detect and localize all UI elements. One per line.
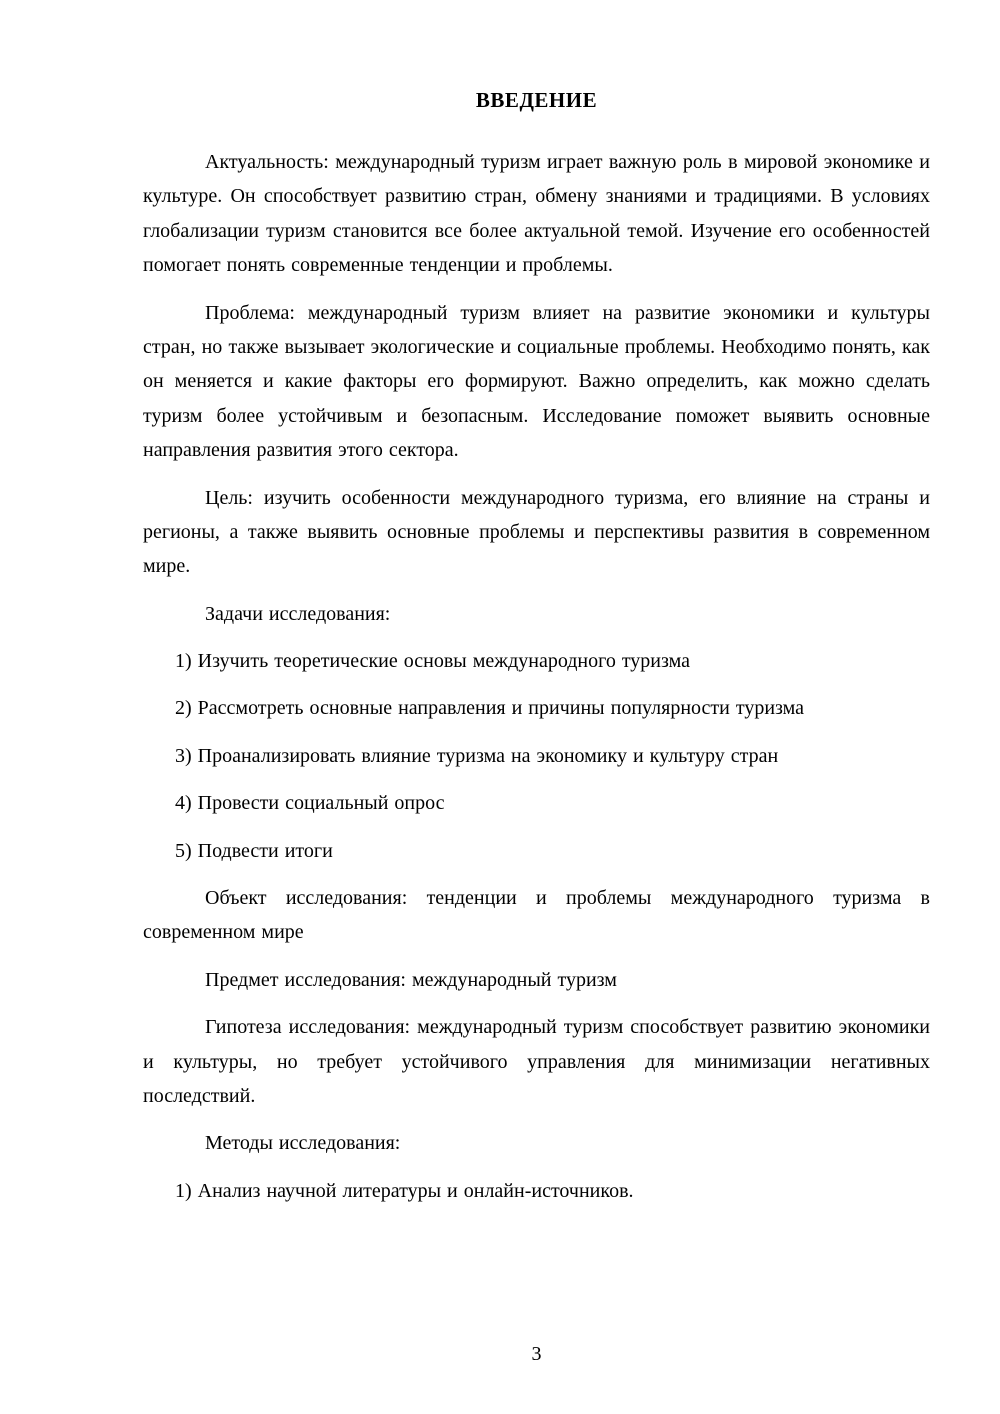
paragraph-tasks-heading: Задачи исследования: — [205, 602, 391, 625]
task-item-4: 4) Провести социальный опрос — [175, 792, 445, 815]
paragraph-subject: Предмет исследования: международный туризм — [205, 968, 617, 991]
paragraph-relevance: Актуальность: международный туризм играет важную роль в мировой экономике и культуре. Он способствует развитию стран, обмену знаниями и традициями. В условиях глобализации туризм становится все более актуальной темой. Изучение его особенностей помогает понять современные тенденции и проблемы. — [143, 151, 930, 277]
page-number: 3 — [531, 1343, 542, 1365]
paragraph-goal: Цель: изучить особенности международного туризма, его влияние на страны и регионы, а также выявить основные проблемы и перспективы развития в современном мире. — [143, 486, 930, 578]
task-item-2: 2) Рассмотреть основные направления и причины популярности туризма — [175, 697, 805, 720]
paragraph-hypothesis: Гипотеза исследования: международный туризм способствует развитию экономики и культуры, но требует устойчивого управления для минимизации негативных последствий. — [143, 1016, 930, 1107]
method-item-1: 1) Анализ научной литературы и онлайн-источников. — [175, 1179, 634, 1202]
paragraph-methods-heading: Методы исследования: — [205, 1132, 401, 1155]
task-item-1: 1) Изучить теоретические основы международного туризма — [175, 650, 691, 673]
paragraph-problem: Проблема: международный туризм влияет на развитие экономики и культуры стран, но также вызывает экологические и социальные проблемы. Необходимо понять, как он меняется и какие факторы его формируют. Важно определить, как можно сделать туризм более устойчивым и безопасным. Исследование поможет выявить основные направления развития этого сектора. — [143, 301, 930, 462]
paragraph-object: Объект исследования: тенденции и проблемы международного туризма в современном мире — [143, 887, 930, 944]
page-title: ВВЕДЕНИЕ — [475, 88, 598, 112]
task-item-3: 3) Проанализировать влияние туризма на экономику и культуру стран — [175, 744, 779, 767]
task-item-5: 5) Подвести итоги — [175, 839, 333, 862]
